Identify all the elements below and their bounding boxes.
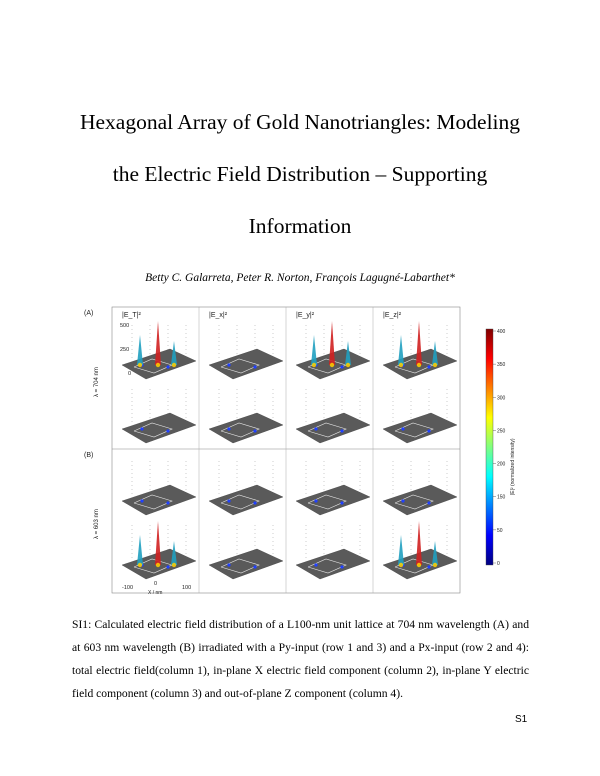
hotspot: [314, 427, 317, 430]
colorbar-tick-label: 50: [497, 527, 503, 534]
field-surface: [296, 549, 370, 579]
field-panel: [209, 461, 283, 515]
column-header-et: |E_T|²: [122, 312, 141, 319]
field-panel: [122, 461, 196, 515]
title-line: Hexagonal Array of Gold Nanotriangles: Modeling: [79, 110, 521, 134]
hotspot: [166, 429, 169, 432]
hotspot: [314, 499, 317, 502]
field-panel: [383, 461, 457, 515]
field-spike: [137, 335, 143, 365]
colorbar-tick-label: 200: [497, 461, 506, 468]
hotspot: [340, 365, 343, 368]
field-surface: [296, 413, 370, 443]
x-tick: -100: [122, 585, 134, 591]
field-panel: [383, 321, 457, 379]
hotspot: [166, 365, 169, 368]
x-axis-ticks: [122, 581, 191, 596]
field-surface: [383, 413, 457, 443]
hotspot: [314, 563, 317, 566]
field-surface: [209, 549, 283, 579]
page-number: S1: [515, 714, 528, 725]
field-spike: [155, 521, 161, 565]
field-surface: [296, 485, 370, 515]
z-tick: 0: [128, 371, 132, 377]
hotspot: [427, 429, 430, 432]
hotspot: [427, 565, 430, 568]
field-panel: [383, 389, 457, 443]
column-header-ex: |E_x|²: [209, 312, 228, 319]
figure-graphic: [82, 305, 524, 597]
field-panel: [209, 325, 283, 379]
field-surface: [122, 485, 196, 515]
field-panel: [383, 521, 457, 579]
panel-grid: [122, 321, 457, 579]
field-panel: [122, 521, 196, 579]
hotspot: [253, 365, 256, 368]
colorbar-label: |E|² (normalized intensity): [510, 438, 516, 495]
field-surface: [209, 349, 283, 379]
hotspot: [253, 501, 256, 504]
field-surface: [209, 413, 283, 443]
field-spike: [329, 321, 335, 365]
hotspot: [227, 499, 230, 502]
hotspot: [166, 565, 169, 568]
field-surface: [209, 485, 283, 515]
hotspot: [140, 427, 143, 430]
x-axis-label: X / nm: [148, 590, 163, 596]
hotspot: [227, 563, 230, 566]
x-tick: 100: [182, 585, 192, 591]
hotspot: [427, 501, 430, 504]
section-label-b: (B): [84, 452, 94, 459]
colorbar-tick-label: 250: [497, 428, 506, 435]
field-spike: [155, 321, 161, 365]
colorbar-tick-label: 400: [497, 329, 506, 335]
field-surface: [383, 485, 457, 515]
colorbar-tick-label: 350: [497, 362, 506, 369]
wavelength-label-a: λ = 704 nm: [94, 367, 100, 397]
colorbar-tick-label: 300: [497, 395, 506, 402]
hotspot: [227, 363, 230, 366]
wavelength-label-b: λ = 603 nm: [94, 509, 100, 539]
hotspot: [253, 429, 256, 432]
hotspot: [140, 499, 143, 502]
colorbar-scale: [486, 329, 493, 565]
hotspot: [427, 365, 430, 368]
colorbar: [486, 329, 516, 567]
document-title: [40, 96, 560, 252]
z-tick: 250: [120, 347, 130, 353]
author-list: Betty C. Galarreta, Peter R. Norton, François Lagugné-Labarthet*: [145, 272, 455, 284]
field-spike: [398, 335, 404, 365]
x-tick: 0: [154, 581, 158, 587]
field-panel: [296, 461, 370, 515]
field-surface: [122, 413, 196, 443]
hotspot: [227, 427, 230, 430]
field-panel: [296, 525, 370, 579]
field-panel: [122, 389, 196, 443]
field-spike: [311, 335, 317, 365]
field-spike: [416, 521, 422, 565]
field-panel: [122, 321, 196, 379]
colorbar-tick-label: 0: [497, 561, 500, 567]
colorbar-tick-label: 150: [497, 494, 506, 501]
column-header-ez: |E_z|²: [383, 312, 402, 319]
hotspot: [253, 565, 256, 568]
hotspot: [340, 501, 343, 504]
figure-si1: [82, 305, 524, 597]
title-line: the Electric Field Distribution – Supporting: [112, 162, 488, 186]
hotspot: [166, 501, 169, 504]
hotspot: [401, 427, 404, 430]
field-panel: [209, 525, 283, 579]
hotspot: [340, 565, 343, 568]
z-tick: 500: [120, 323, 130, 329]
hotspot: [401, 499, 404, 502]
section-label-a: (A): [84, 310, 94, 317]
field-spike: [398, 535, 404, 565]
field-panel: [296, 321, 370, 379]
figure-caption: SI1: Calculated electric field distribution of a L100-nm unit lattice at 704 nm wavelength (A) and at 603 nm wavelength (B) irradiated with a Py-input (row 1 and 3) and a Px-input (row 2 and 4): total electric field(column 1), in-plane X electric field component (column 2), in-plane Y electric field component (column 3) and out-of-plane Z component (column 4).: [72, 617, 529, 701]
title-line: Information: [248, 214, 352, 238]
hotspot: [340, 429, 343, 432]
column-header-ey: |E_y|²: [296, 312, 315, 319]
field-panel: [209, 389, 283, 443]
field-spike: [137, 535, 143, 565]
field-spike: [416, 321, 422, 365]
field-panel: [296, 389, 370, 443]
